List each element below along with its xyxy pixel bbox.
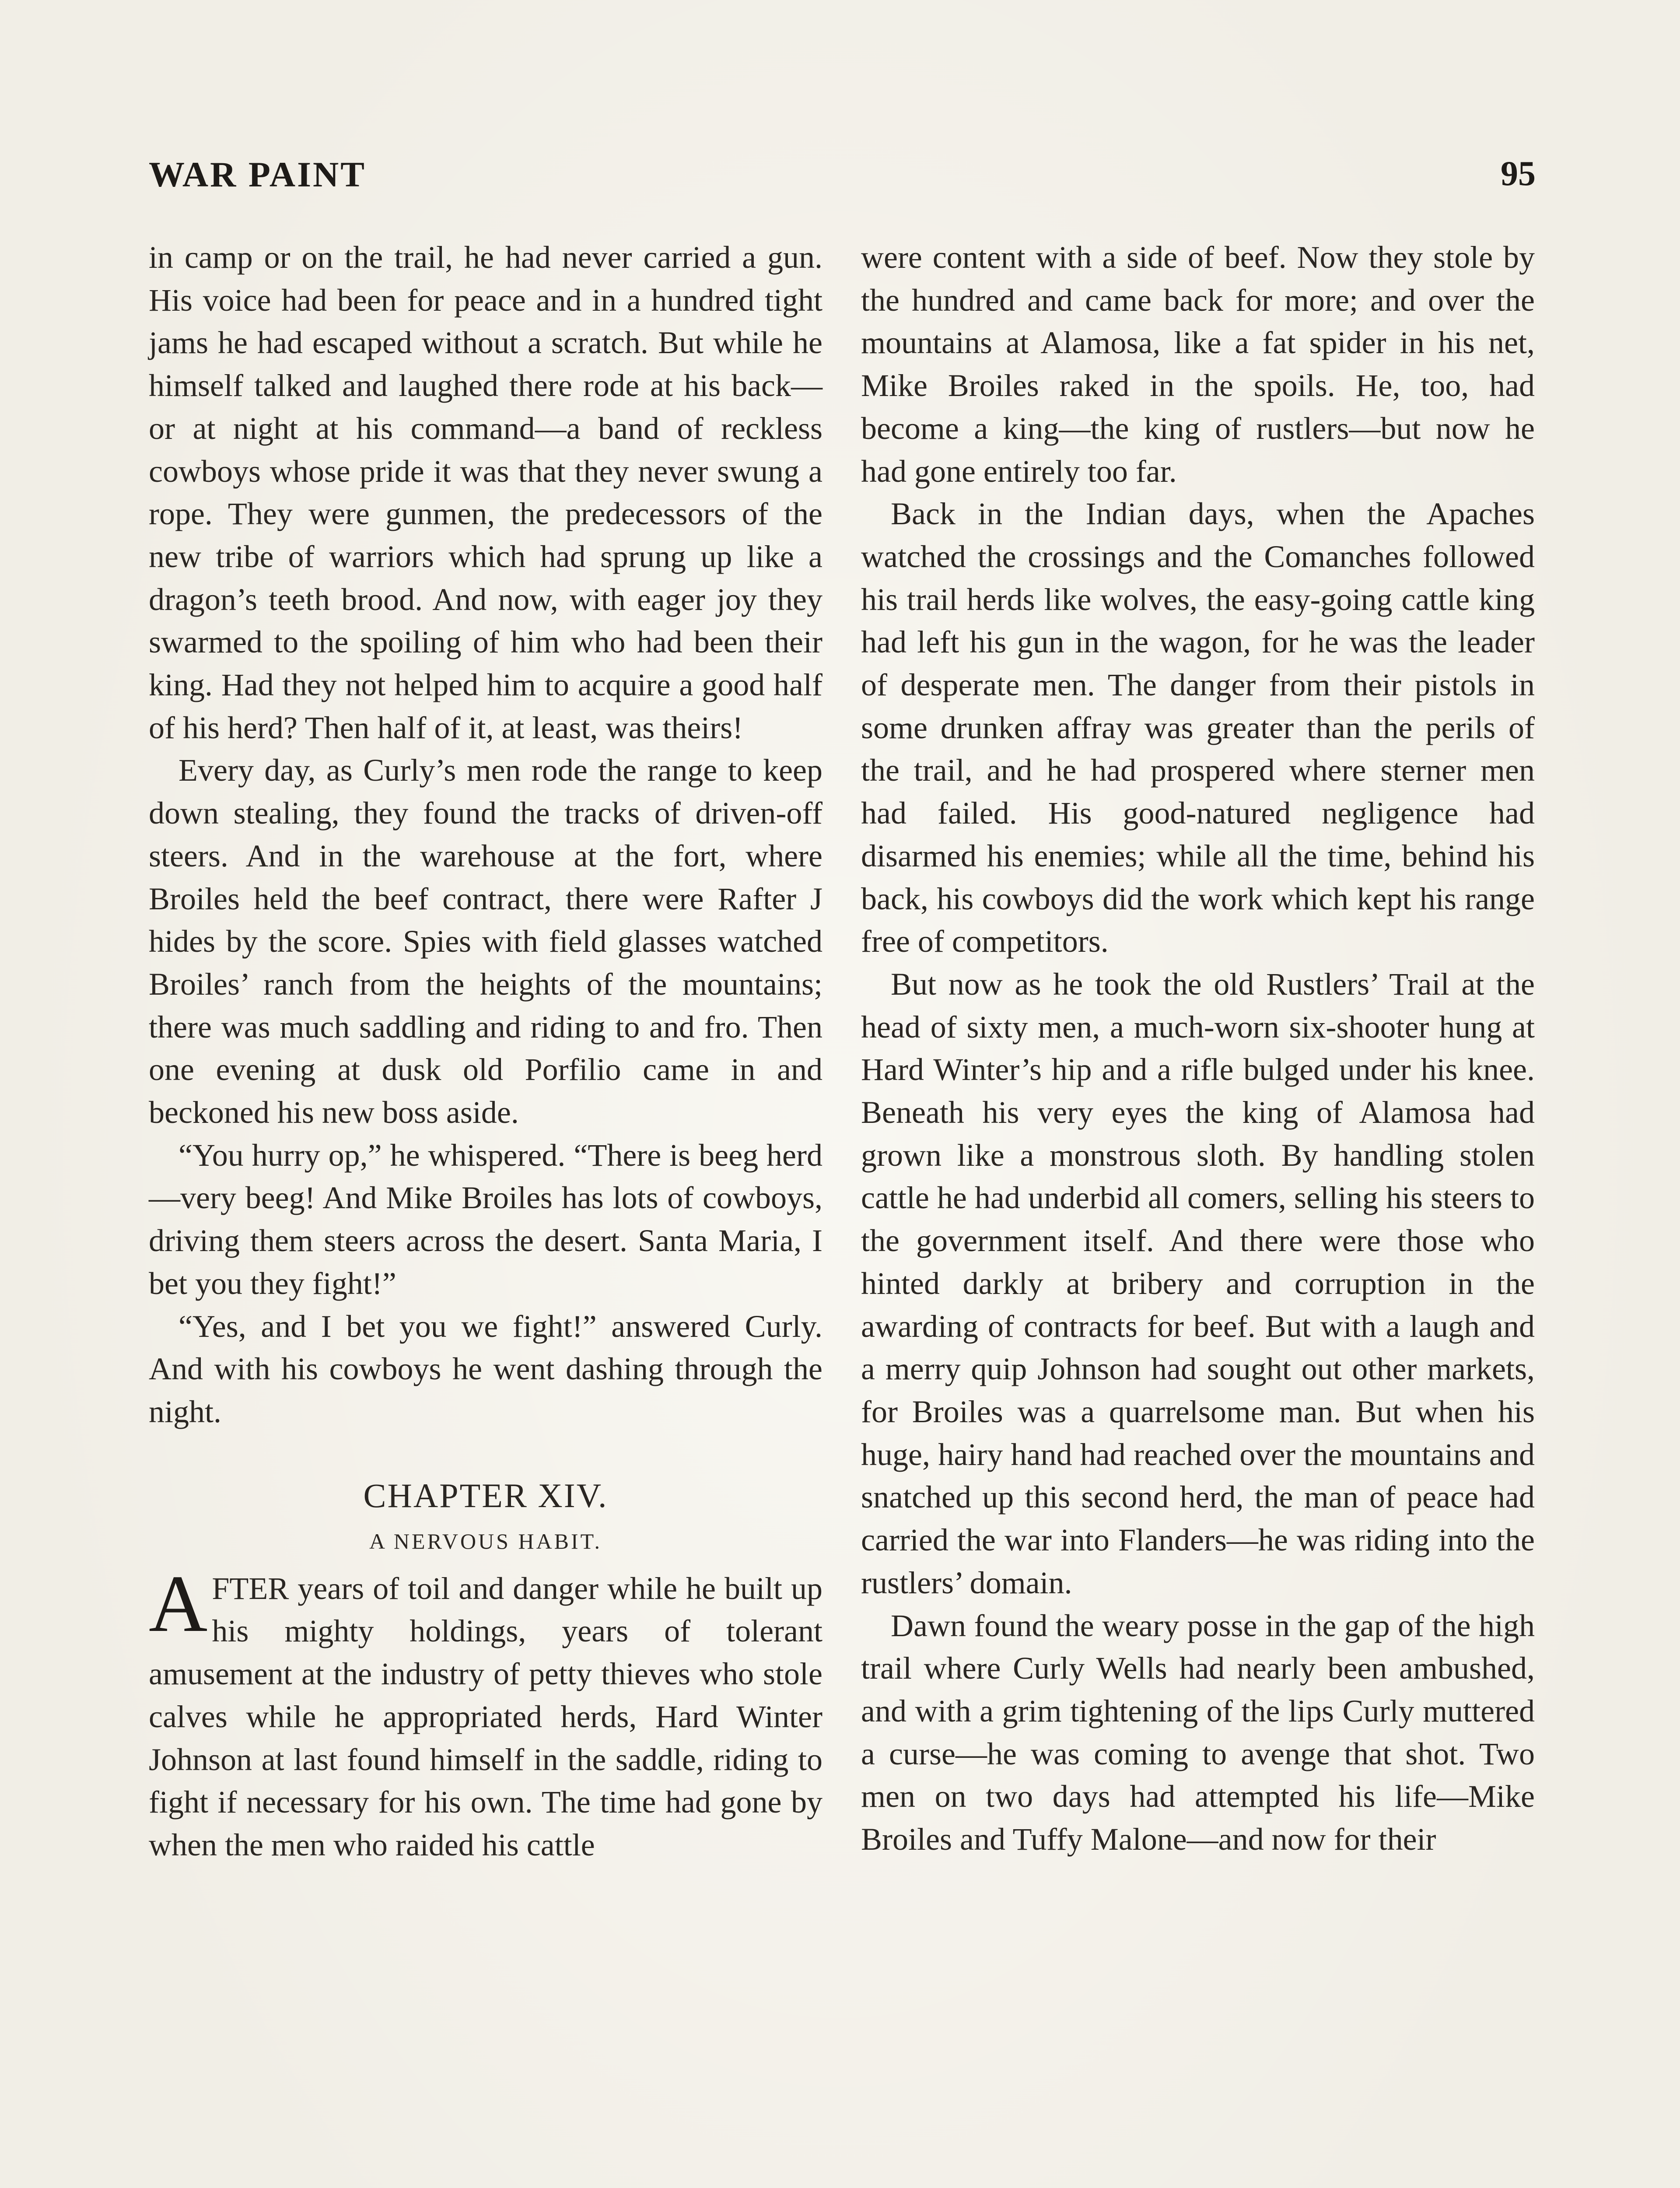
running-head	[149, 154, 1536, 202]
right-paragraph-4: Dawn found the weary posse in the gap of the high trail where Curly Wells had nearly been ambushed, and with a grim tightening of the lips Curly muttered a curse—he was coming to avenge that shot. Two men on two days had attempted his life—Mike Broiles and Tuffy Malone—and now for their	[861, 1608, 1535, 1857]
left-paragraph-4: “Yes, and I bet you we fight!” answered Curly. And with his cowboys he went dashing through the night.	[149, 1308, 822, 1429]
chapter-heading: CHAPTER XIV.	[363, 1476, 608, 1515]
chapter-opening-paragraph	[149, 1558, 822, 1867]
right-paragraph-2: Back in the Indian days, when the Apaches watched the crossings and the Comanches followed his trail herds like wolves, the easy-going cattle king had left his gun in the wagon, for he was the leader of desperate men. The danger from their pistols in some drunken affray was greater than the perils of the trail, and he had prospered where sterner men had failed. His good-natured negligence had disarmed his enemies; while all the time, behind his back, his cowboys did the work which kept his range free of competitors.	[861, 496, 1535, 959]
drop-cap: A	[149, 1558, 208, 1649]
left-paragraph-1: in camp or on the trail, he had never carried a gun. His voice had been for peace and in a hundred tight jams he had escaped without a scratch. But while he himself talked and laughed there rode at his back—or at night at his command—a band of reckless cowboys whose pride it was that they never swung a rope. They were gunmen, the predecessors of the new tribe of warriors which had sprung up like a dragon’s teeth brood. And now, with eager joy they swarmed to the spoiling of him who had been their king. Had they not helped him to acquire a good half of his herd? Then half of it, at least, was theirs!	[149, 240, 822, 745]
running-title: WAR PAINT	[149, 154, 366, 194]
right-paragraph-1: were content with a side of beef. Now they stole by the hundred and came back for more; and over the mountains at Alamosa, like a fat spider in his net, Mike Broiles raked in the spoils. He, too, had become a king—the king of rustlers—but now he had gone entirely too far.	[861, 240, 1535, 489]
chapter-opening-text: FTER years of toil and danger while he built up his mighty holdings, years of tolerant amusement at the industry of petty thieves who stole calves while he appropriated herds, Hard Winter Johnson at last found himself in the saddle, riding to fight if necessary for his own. The time had gone by when the men who raided his cattle	[149, 1571, 822, 1862]
left-paragraph-2: Every day, as Curly’s men rode the range to keep down stealing, they found the tracks of driven-off steers. And in the warehouse at the fort, where Broiles held the beef contract, there were Rafter J hides by the score. Spies with field glasses watched Broiles’ ranch from the heights of the mountains; there was much saddling and riding to and fro. Then one evening at dusk old Porfilio came in and beckoned his new boss aside.	[149, 753, 822, 1130]
left-paragraph-3: “You hurry op,” he whispered. “There is beeg herd—very beeg! And Mike Broiles has lots of cowboys, driving them steers across the desert. Santa Maria, I bet you they fight!”	[149, 1137, 822, 1301]
right-column	[861, 236, 1535, 1861]
left-column	[149, 236, 822, 1867]
chapter-subtitle: A NERVOUS HABIT.	[369, 1529, 602, 1553]
page-number: 95	[1501, 154, 1536, 193]
right-paragraph-3: But now as he took the old Rustlers’ Trail at the head of sixty men, a much-worn six-shooter hung at Hard Winter’s hip and a rifle bulged under his knee. Beneath his very eyes the king of Alamosa had grown like a monstrous sloth. By handling stolen cattle he had underbid all comers, selling his steers to the government itself. And there were those who hinted darkly at bribery and corruption in the awarding of contracts for beef. But with a laugh and a merry quip Johnson had sought out other markets, for Broiles was a quarrelsome man. But when his huge, hairy hand had reached over the mountains and snatched up this second herd, the man of peace had carried the war into Flanders—he was riding into the rustlers’ domain.	[861, 966, 1535, 1600]
